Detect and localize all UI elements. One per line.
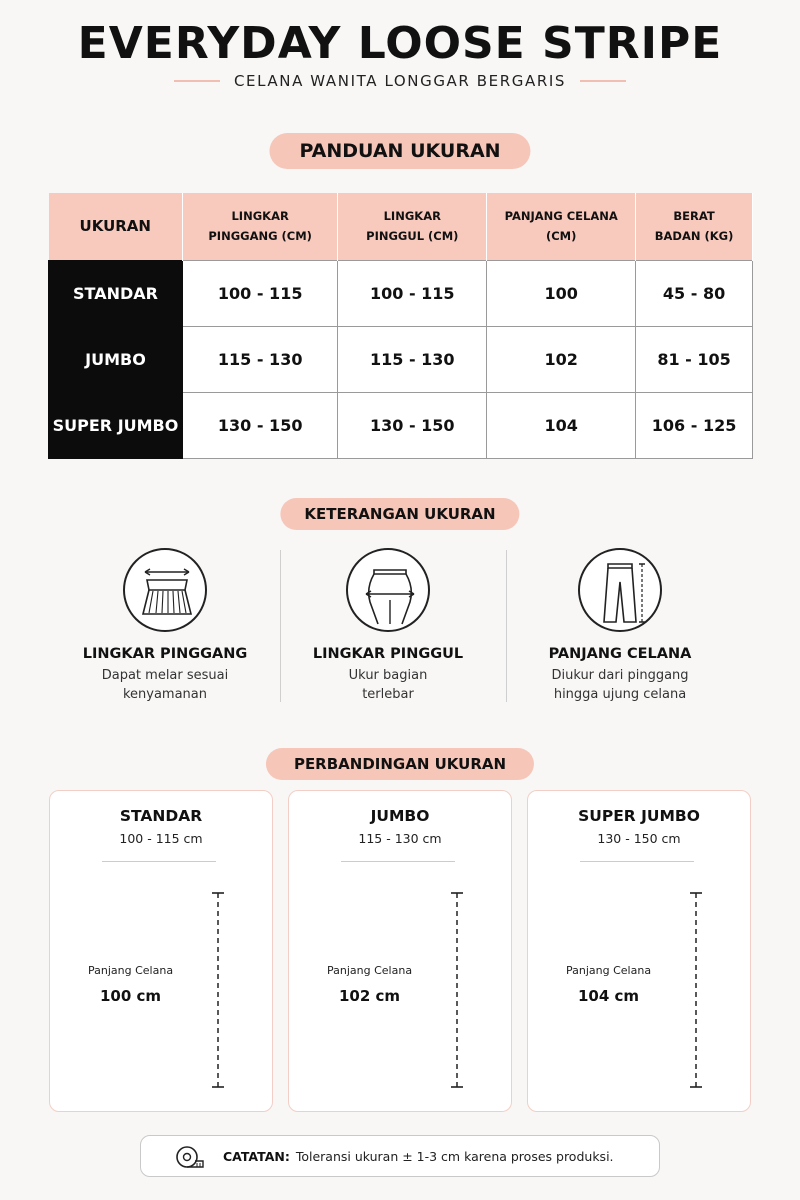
card-length-label: Panjang Celana [566,964,652,977]
column-header [487,193,636,260]
length-measure-icon [686,891,706,1091]
explanation-heading: KETERANGAN UKURAN [280,498,519,530]
explanation-item-waist [55,548,275,704]
comparison-card-jumbo [288,790,512,1112]
divider-line [580,80,626,82]
hip-cell: 115 - 130 [338,326,487,392]
column-header-text: LINGKAR PINGGUL (CM) [366,209,459,244]
card-length-value: 102 cm [339,987,401,1005]
weight-cell: 45 - 80 [636,260,753,326]
explanation-item-hip [278,548,498,704]
note-text: Toleransi ukuran ± 1-3 cm karena proses produksi. [295,1148,614,1164]
column-header-text: PANJANG CELANA (CM) [504,209,618,244]
size-name-cell: STANDAR [49,260,183,326]
divider-line [174,80,220,82]
weight-cell: 106 - 125 [636,392,753,458]
column-header: UKURAN [49,193,183,260]
card-divider [102,861,216,862]
page-title: EVERYDAY LOOSE STRIPE [77,18,723,69]
card-length-value: 100 cm [100,987,162,1005]
explanation-desc-line: kenyamanan [122,687,208,702]
comparison-heading: PERBANDINGAN UKURAN [266,748,534,780]
length-cell: 100 [487,260,636,326]
explanation-desc-line: Dapat melar sesuai [101,668,229,683]
card-size-name: STANDAR [119,807,203,825]
column-header [338,193,487,260]
explanation-item-length [510,548,730,704]
table-row [49,392,753,458]
explanation-desc-line: Ukur bagian [348,668,428,683]
comparison-card-standar [49,790,273,1112]
hip-cell: 100 - 115 [338,260,487,326]
table-header-row [49,193,753,260]
card-length-label: Panjang Celana [88,964,174,977]
card-divider [580,861,694,862]
card-size-range: 130 - 150 cm [597,831,681,846]
length-measure-icon [447,891,467,1091]
pants-length-icon [578,548,662,632]
weight-cell: 81 - 105 [636,326,753,392]
explanation-label: LINGKAR PINGGUL [312,646,464,662]
card-length-value: 104 cm [578,987,640,1005]
explanation-section [0,548,800,708]
page-subtitle: CELANA WANITA LONGGAR BERGARIS [233,72,567,90]
size-name-cell: JUMBO [49,326,183,392]
note-label: CATATAN: [223,1148,290,1164]
length-cell: 104 [487,392,636,458]
card-length-label: Panjang Celana [327,964,413,977]
column-header-text: LINGKAR PINGGANG (CM) [208,209,312,244]
column-header-text: BERAT BADAN (KG) [654,209,734,244]
explanation-desc [510,666,730,704]
explanation-label: LINGKAR PINGGANG [82,646,248,662]
table-row [49,260,753,326]
explanation-desc [278,666,498,704]
column-header [636,193,753,260]
card-size-name: SUPER JUMBO [578,807,700,825]
subtitle-row [0,72,800,90]
length-cell: 102 [487,326,636,392]
length-measure-icon [208,891,228,1091]
waist-icon [123,548,207,632]
size-table [48,193,753,459]
card-divider [341,861,455,862]
size-guide-heading: PANDUAN UKURAN [269,133,530,169]
explanation-label: PANJANG CELANA [548,646,692,662]
explanation-desc [55,666,275,704]
card-size-name: JUMBO [370,807,430,825]
comparison-card-super-jumbo [527,790,751,1112]
table-row [49,326,753,392]
waist-cell: 130 - 150 [183,392,338,458]
card-size-range: 115 - 130 cm [358,831,442,846]
waist-cell: 115 - 130 [183,326,338,392]
explanation-desc-line: terlebar [362,687,414,702]
hip-cell: 130 - 150 [338,392,487,458]
vertical-divider [506,550,507,702]
card-size-range: 100 - 115 cm [119,831,203,846]
hip-icon [346,548,430,632]
waist-cell: 100 - 115 [183,260,338,326]
column-header [183,193,338,260]
size-name-cell: SUPER JUMBO [49,392,183,458]
explanation-desc-line: Diukur dari pinggang [551,668,689,683]
measuring-tape-icon [175,1144,205,1170]
note-box [140,1135,660,1177]
explanation-desc-line: hingga ujung celana [553,687,687,702]
